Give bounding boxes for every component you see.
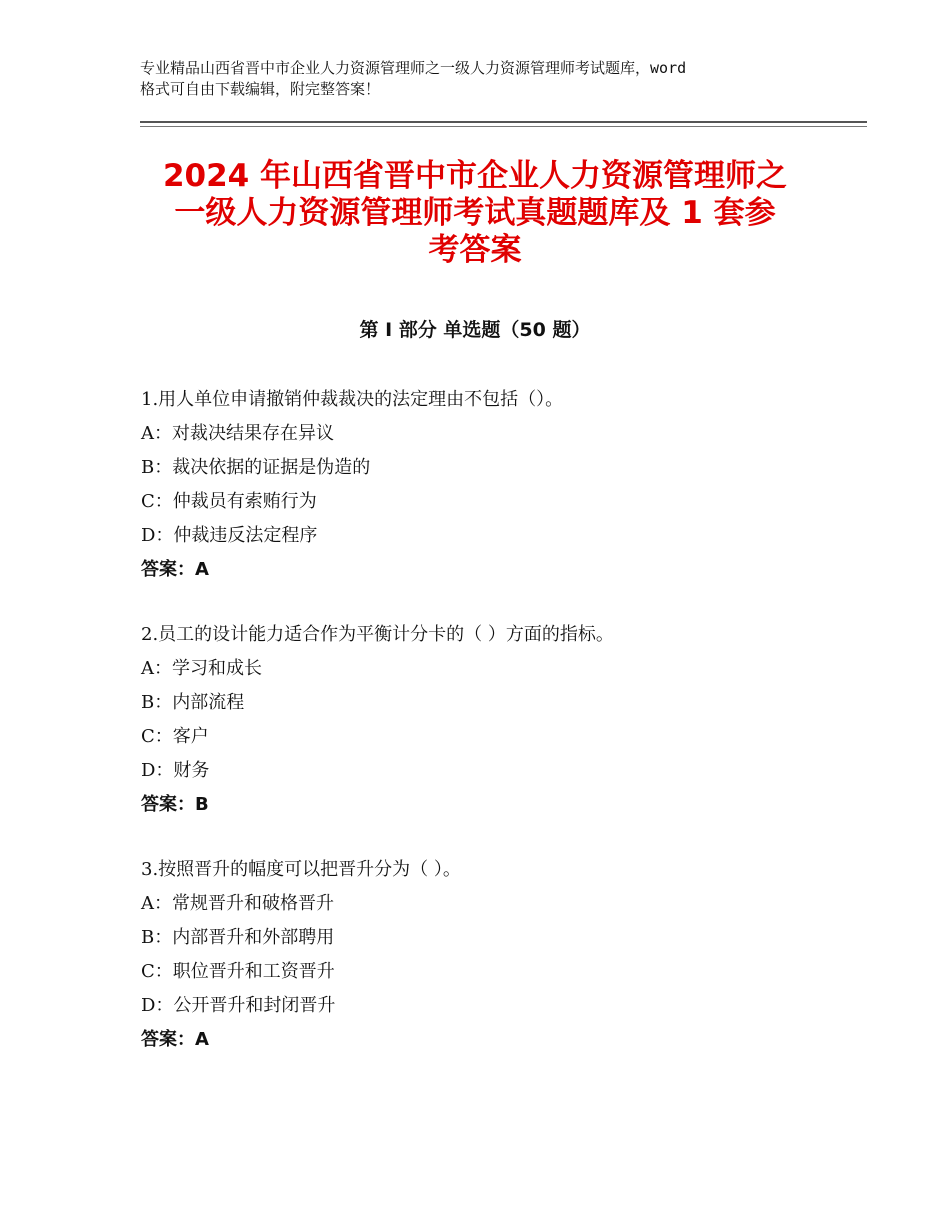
question-list	[141, 383, 861, 1088]
option-c: C：职位晋升和工资晋升	[141, 961, 335, 982]
document-title-line-2: 一级人力资源管理师考试真题题库及 1 套参	[174, 195, 776, 231]
answer-label: 答案：	[141, 1029, 195, 1050]
question-3	[141, 853, 861, 1057]
answer-label: 答案：	[141, 559, 195, 580]
answer-line	[141, 788, 861, 822]
answer-label: 答案：	[141, 794, 195, 815]
option-b: B：内部流程	[141, 692, 245, 713]
option-b: B：裁决依据的证据是伪造的	[141, 457, 371, 478]
option-d: D：仲裁违反法定程序	[141, 525, 318, 546]
document-title	[120, 158, 830, 269]
question-stem: 3.按照晋升的幅度可以把晋升分为（ ）。	[141, 859, 461, 880]
question-stem: 2.员工的设计能力适合作为平衡计分卡的（ ）方面的指标。	[141, 624, 614, 645]
question-2	[141, 618, 861, 822]
question-stem: 1.用人单位申请撤销仲裁裁决的法定理由不包括（）。	[141, 389, 564, 410]
section-heading: 第 I 部分 单选题（50 题）	[359, 319, 591, 341]
header-note-line-1: 专业精品山西省晋中市企业人力资源管理师之一级人力资源管理师考试题库，word	[140, 59, 687, 77]
option-a: A：常规晋升和破格晋升	[141, 893, 334, 914]
answer-value: B	[195, 794, 209, 815]
answer-line	[141, 553, 861, 587]
option-d: D：公开晋升和封闭晋升	[141, 995, 336, 1016]
option-b: B：内部晋升和外部聘用	[141, 927, 335, 948]
header-divider-thin	[140, 126, 867, 127]
option-c: C：客户	[141, 726, 209, 747]
document-title-line-1: 2024 年山西省晋中市企业人力资源管理师之	[162, 158, 788, 194]
answer-line	[141, 1023, 861, 1057]
option-a: A：学习和成长	[141, 658, 262, 679]
answer-value: A	[195, 559, 209, 580]
header-divider-thick	[140, 121, 867, 123]
document-title-line-3: 考答案	[428, 232, 522, 268]
option-a: A：对裁决结果存在异议	[141, 423, 334, 444]
header-note	[140, 58, 830, 100]
option-d: D：财务	[141, 760, 210, 781]
header-note-line-2: 格式可自由下载编辑，附完整答案！	[140, 80, 381, 98]
question-1	[141, 383, 861, 587]
answer-value: A	[195, 1029, 209, 1050]
option-c: C：仲裁员有索贿行为	[141, 491, 317, 512]
